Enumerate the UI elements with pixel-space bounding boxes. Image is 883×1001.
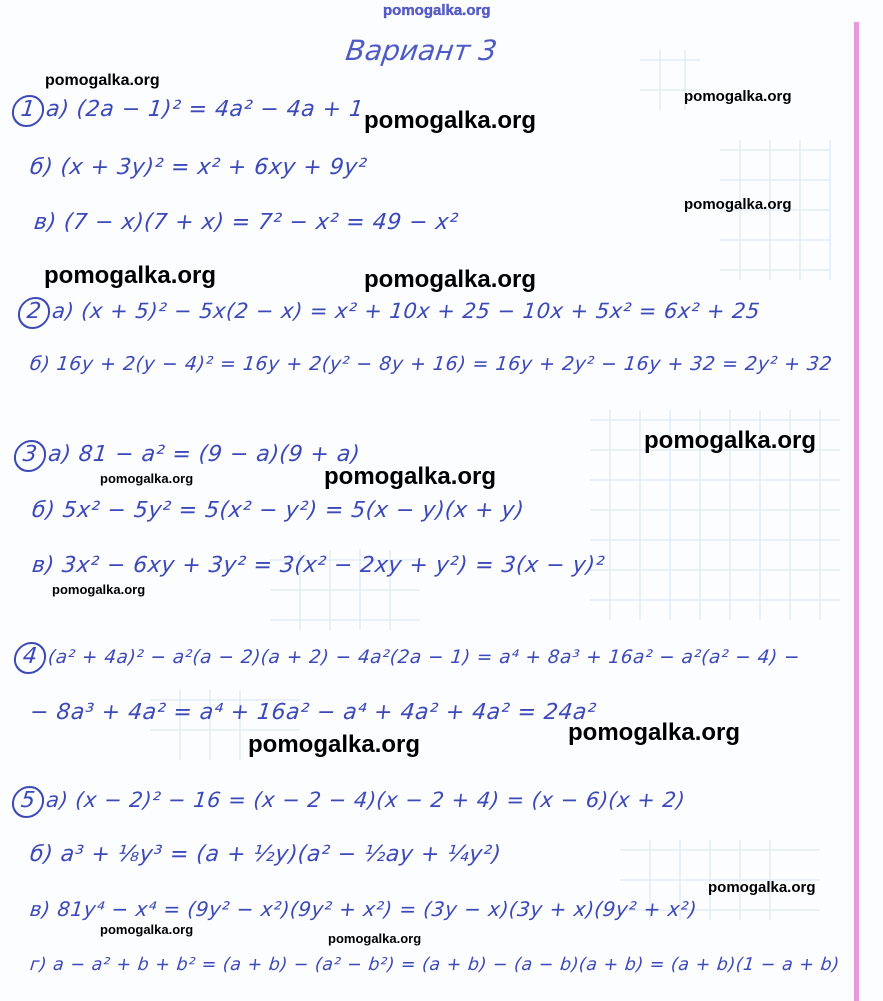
task5-number: 5 [10,786,45,818]
task1-number: 1 [10,95,45,127]
watermark: pomogalka.org [324,463,497,490]
task5-line-a [10,786,686,818]
task5-line-d: г) a − a² + b + b² = (a + b) − (a² − b²) = (a + b) − (a − b)(a + b) = (a + b)(1 − a + b) [28,955,841,975]
task2-number: 2 [16,297,51,329]
variant-title: Вариант 3 [343,34,500,67]
watermark: pomogalka.org [100,471,194,486]
task3-number: 3 [12,440,47,472]
watermark: pomogalka.org [684,88,792,105]
task1-line-c: в) (7 − x)(7 + x) = 7² − x² = 49 − x² [32,210,460,235]
task3-line-a [12,440,361,472]
task2-line-a [16,297,761,329]
task4-line1-text: (a² + 4a)² − a²(a − 2)(a + 2) − 4a²(2a − 1) = a⁴ + 8a³ + 16a² − a²(a² − 4) − [46,647,802,668]
task2-a-text: а) (x + 5)² − 5x(2 − x) = x² + 10x + 25 − 10x + 5x² = 6x² + 25 [50,299,762,323]
task2-line-b: б) 16y + 2(y − 4)² = 16y + 2(y² − 8y + 16) = 16y + 2y² − 16y + 32 = 2y² + 32 [28,353,834,375]
task5-line-b: б) a³ + ⅛y³ = (a + ½y)(a² − ½ay + ¼y²) [28,842,503,867]
watermark: pomogalka.org [248,731,421,758]
watermark: pomogalka.org [684,196,792,213]
task4-line-2: − 8a³ + 4a² = a⁴ + 16a² − a⁴ + 4a² + 4a² = 24a² [28,700,598,725]
watermark: pomogalka.org [45,72,160,89]
watermark: pomogalka.org [568,719,741,746]
task1-line-a [10,95,365,127]
site-mark-header: pomogalka.org [383,2,491,19]
page-margin-line [854,22,859,1001]
watermark: pomogalka.org [708,879,816,896]
watermark: pomogalka.org [644,427,817,454]
task5-line-c: в) 81y⁴ − x⁴ = (9y² − x²)(9y² + x²) = (3y − x)(3y + x)(9y² + x²) [28,897,699,921]
task1-line-b: б) (x + 3y)² = x² + 6xy + 9y² [28,155,369,180]
task3-a-text: а) 81 − a² = (9 − a)(9 + a) [46,442,362,467]
watermark: pomogalka.org [52,582,146,597]
watermark: pomogalka.org [44,262,217,289]
task5-a-text: а) (x − 2)² − 16 = (x − 2 − 4)(x − 2 + 4) = (x − 6)(x + 2) [44,788,687,812]
task1-a-text: а) (2a − 1)² = 4a² − 4a + 1 [44,97,365,122]
task4-number: 4 [12,642,47,674]
watermark: pomogalka.org [364,266,537,293]
task3-line-c: в) 3x² − 6xy + 3y² = 3(x² − 2xy + y²) = 3(x − y)² [30,553,606,578]
watermark: pomogalka.org [328,931,422,946]
task4-line-1 [12,642,801,674]
watermark: pomogalka.org [364,107,537,134]
watermark: pomogalka.org [100,922,194,937]
task3-line-b: б) 5x² − 5y² = 5(x² − y²) = 5(x − y)(x + y) [30,498,526,523]
